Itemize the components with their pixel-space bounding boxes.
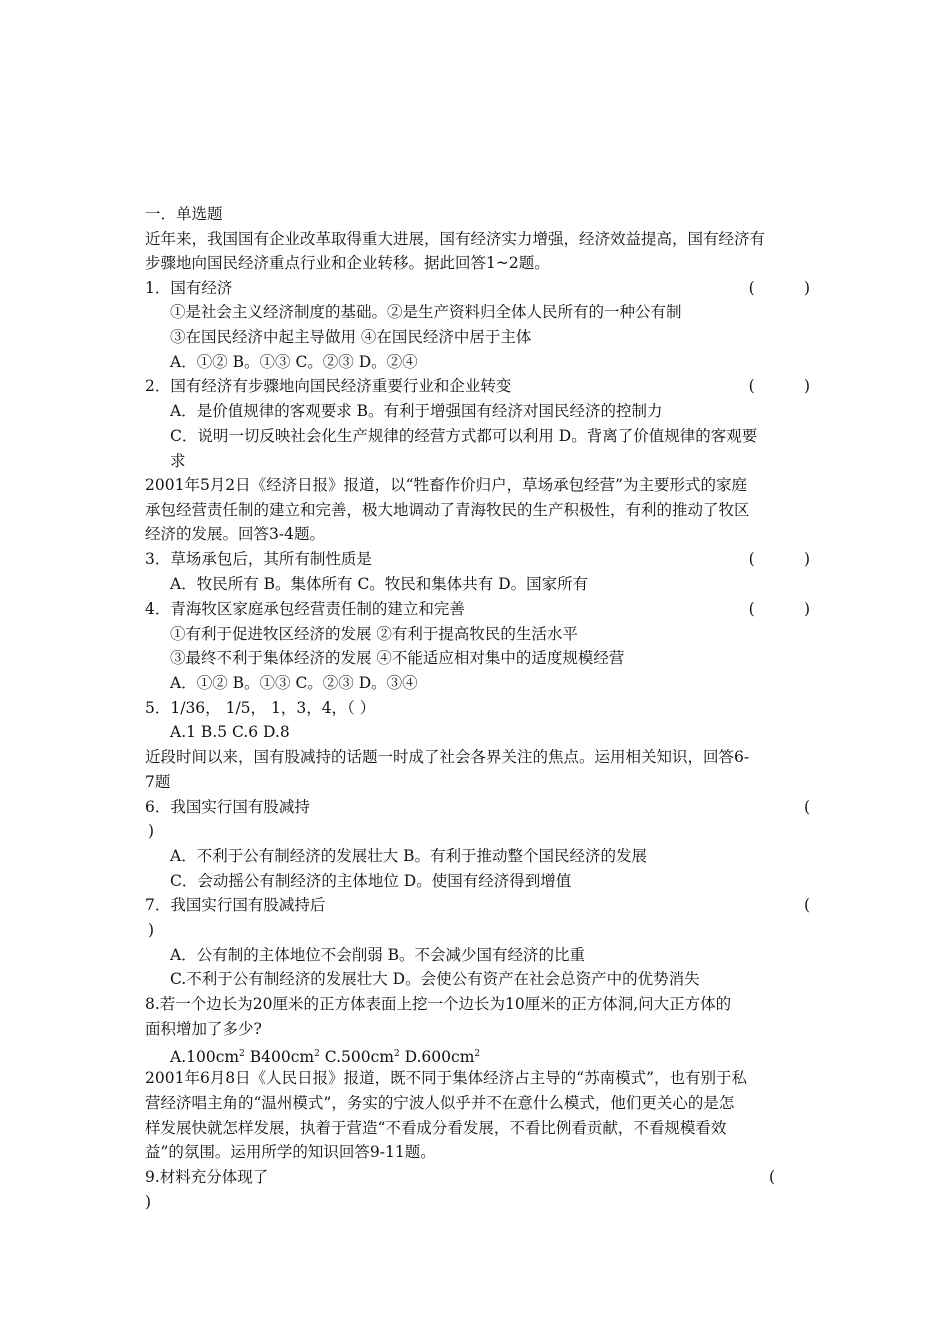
intro-paragraph-4-line-1: 2001年6月8日《人民日报》报道，既不同于集体经济占主导的“苏南模式”，也有别于私	[145, 1069, 748, 1087]
statement-line: ③在国民经济中起主导做用 ④在国民经济中居于主体	[170, 328, 532, 346]
intro-paragraph-3-line-2: 7题	[145, 773, 171, 791]
question-7	[145, 893, 810, 917]
question-5: 5．1/36， 1/5， 1，3，4，（ ）	[145, 699, 376, 717]
option-line: A．不利于公有制经济的发展壮大 B。有利于推动整个国民经济的发展	[170, 847, 648, 865]
question-1-stem: 1．国有经济	[145, 279, 233, 297]
option-b: B400cm	[244, 1048, 315, 1067]
question-2	[145, 374, 810, 398]
question-6-stem: 6．我国实行国有股减持	[145, 798, 310, 816]
options-line: A．①② B。①③ C。②③ D。③④	[170, 674, 418, 692]
question-3	[145, 547, 810, 571]
question-9-stem: 9.材料充分体现了	[145, 1168, 269, 1186]
intro-paragraph-1-line-2: 步骤地向国民经济重点行业和企业转移。据此回答1~2题。	[145, 254, 550, 272]
option-d: D.600cm	[399, 1048, 475, 1067]
question-4	[145, 597, 810, 621]
option-line: C．会动摇公有制经济的主体地位 D。使国有经济得到增值	[170, 872, 572, 890]
answer-blank: ( )	[748, 550, 810, 568]
intro-paragraph-3-line-1: 近段时间以来，国有股减持的话题一时成了社会各界关注的焦点。运用相关知识，回答6-	[145, 748, 750, 766]
statement-line: ①是社会主义经济制度的基础。②是生产资料归全体人民所有的一种公有制	[170, 303, 682, 321]
question-9	[145, 1165, 775, 1189]
section-title: 一．单选题	[145, 205, 223, 223]
answer-blank-open: (	[768, 1168, 775, 1186]
superscript: 2	[314, 1049, 320, 1059]
question-6	[145, 795, 810, 819]
superscript: 2	[474, 1049, 481, 1059]
question-8-stem-continued: 面积增加了多少?	[145, 1020, 262, 1038]
options-line: A．①② B。①③ C。②③ D。②④	[170, 353, 418, 371]
intro-paragraph-2-line-1: 2001年5月2日《经济日报》报道，以“牲畜作价归户，草场承包经营”为主要形式的家庭	[145, 476, 748, 494]
superscript: 2	[239, 1049, 245, 1059]
options-line: A.1 B.5 C.6 D.8	[170, 723, 290, 741]
answer-blank-open: (	[803, 798, 810, 816]
intro-paragraph-4-line-3: 样发展快就怎样发展，执着于营造“不看成分看发展，不看比例看贡献，不看规模看效	[145, 1119, 727, 1137]
answer-blank: ( )	[748, 279, 810, 297]
option-c: C.500cm	[319, 1048, 394, 1067]
question-3-stem: 3．草场承包后，其所有制性质是	[145, 550, 372, 568]
answer-blank: ( )	[748, 600, 810, 618]
question-1	[145, 276, 810, 300]
option-line: A．是价值规律的客观要求 B。有利于增强国有经济对国民经济的控制力	[170, 402, 663, 420]
intro-paragraph-4-line-2: 营经济唱主角的“温州模式”，务实的宁波人似乎并不在意什么模式，他们更关心的是怎	[145, 1094, 735, 1112]
question-2-stem: 2．国有经济有步骤地向国民经济重要行业和企业转变	[145, 377, 512, 395]
question-8: 8.若一个边长为20厘米的正方体表面上挖一个边长为10厘米的正方体洞,问大正方体的	[145, 995, 732, 1013]
intro-paragraph-2-line-3: 经济的发展。回答3-4题。	[145, 525, 325, 543]
options-line: A．牧民所有 B。集体所有 C。牧民和集体共有 D。国家所有	[170, 575, 589, 593]
statement-line: ①有利于促进牧区经济的发展 ②有利于提高牧民的生活水平	[170, 625, 578, 643]
option-line: A．公有制的主体地位不会削弱 B。不会减少国有经济的比重	[170, 946, 586, 964]
answer-blank: ( )	[748, 377, 810, 395]
answer-blank-close: )	[145, 1193, 152, 1211]
answer-blank-close: )	[148, 822, 155, 840]
question-7-stem: 7．我国实行国有股减持后	[145, 896, 326, 914]
option-line: C．说明一切反映社会化生产规律的经营方式都可以利用 D。背离了价值规律的客观要	[170, 427, 758, 445]
answer-blank-open: (	[803, 896, 810, 914]
question-4-stem: 4．青海牧区家庭承包经营责任制的建立和完善	[145, 600, 465, 618]
option-a: A.100cm	[170, 1048, 240, 1067]
intro-paragraph-1-line-1: 近年来，我国国有企业改革取得重大进展，国有经济实力增强，经济效益提高，国有经济有	[145, 230, 766, 248]
superscript: 2	[393, 1049, 400, 1059]
statement-line: ③最终不利于集体经济的发展 ④不能适应相对集中的适度规模经营	[170, 649, 625, 667]
option-line: C.不利于公有制经济的发展壮大 D。会使公有资产在社会总资产中的优势消失	[170, 970, 700, 988]
intro-paragraph-2-line-2: 承包经营责任制的建立和完善，极大地调动了青海牧民的生产积极性，有利的推动了牧区	[145, 501, 750, 519]
intro-paragraph-4-line-4: 益”的氛围。运用所学的知识回答9-11题。	[145, 1143, 436, 1161]
answer-blank-close: )	[148, 921, 155, 939]
option-line: 求	[170, 452, 186, 470]
